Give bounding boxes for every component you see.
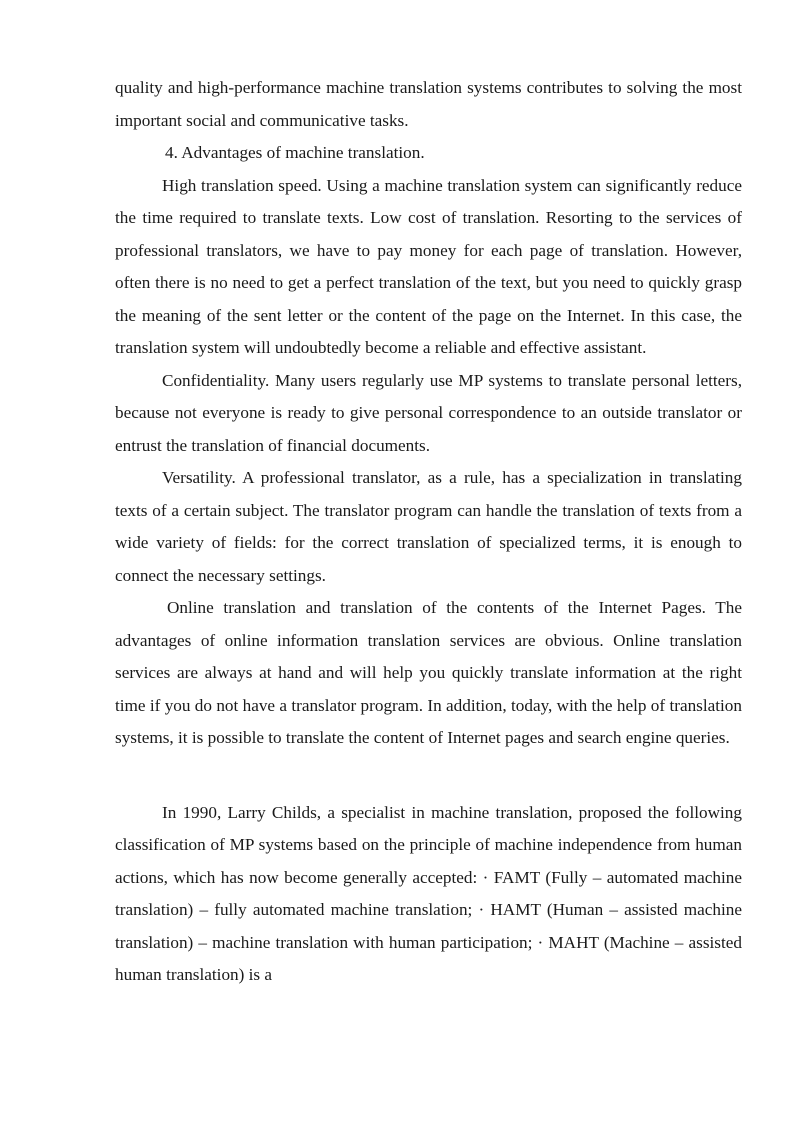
- paragraph-classification: In 1990, Larry Childs, a specialist in machine translation, proposed the following classification of MP systems based on the principle of machine independence from human actions, which has now become generally accepted: · FAMT (Fully – automated machine translation) – fully automated machine translation; · HAMT (Human – assisted machine translation) – machine translation with human participation; · MAHT (Machine – assisted human translation) is a: [115, 802, 742, 984]
- paragraph-speed: High translation speed. Using a machine translation system can significantly reduce the time required to translate texts. Low cost of translation. Resorting to the services of professional translators, we have to pay money for each page of translation. However, often there is no need to get a perfect translation of the text, but you need to quickly grasp the meaning of the sent letter or the content of the page on the Internet. In this case, the translation system will undoubtedly become a reliable and effective assistant.: [115, 175, 742, 357]
- paragraph-continuation: quality and high-performance machine translation systems contributes to solving the most important social and communicative tasks.: [115, 78, 742, 130]
- section-heading: 4. Advantages of machine translation.: [165, 143, 425, 162]
- paragraph-confidentiality: Confidentiality. Many users regularly use MP systems to translate personal letters, because not everyone is ready to give personal correspondence to an outside translator or entrust the translation of financial documents.: [115, 370, 742, 455]
- paragraph-versatility: Versatility. A professional translator, as a rule, has a specialization in translating texts of a certain subject. The translator program can handle the translation of texts from a wide variety of fields: for the correct translation of specialized terms, it is enough to connect the necessary settings.: [115, 468, 742, 585]
- document-page: [115, 72, 742, 992]
- paragraph-online-translation: Online translation and translation of the contents of the Internet Pages. The advantages of online information translation services are obvious. Online translation services are always at hand and will help you quickly translate information at the right time if you do not have a translator program. In addition, today, with the help of translation systems, it is possible to translate the content of Internet pages and search engine queries.: [115, 598, 742, 747]
- paragraph-gap: [115, 755, 742, 797]
